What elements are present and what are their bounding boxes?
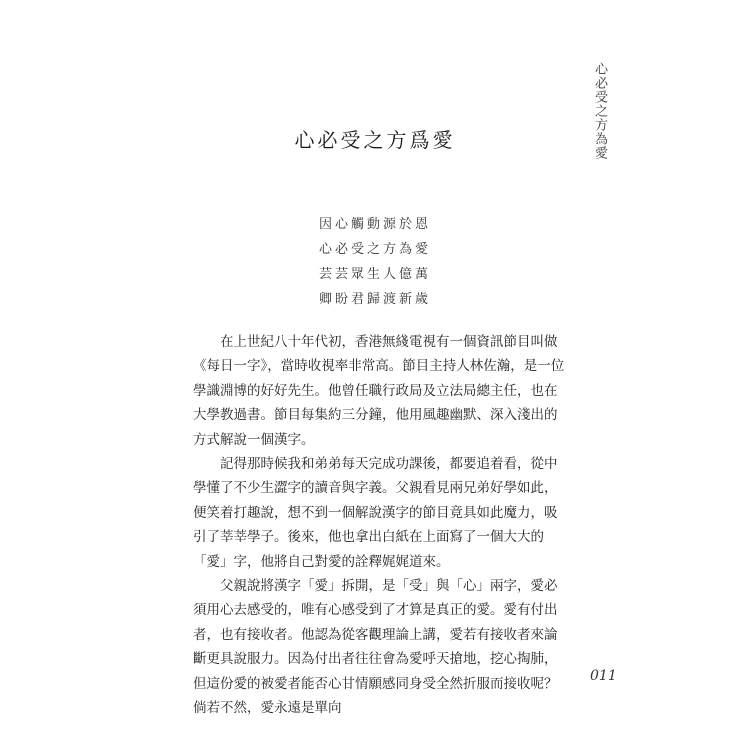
poem-line: 因心觸動源於恩	[318, 217, 431, 232]
poem	[0, 212, 750, 312]
poem-line: 卿盼君歸渡新歲	[318, 292, 431, 307]
chapter-title: 心必受之方爲愛	[294, 128, 456, 152]
body-text	[193, 330, 565, 721]
running-head: 心必受之方為愛	[592, 62, 607, 160]
poem-line: 芸芸眾生人億萬	[318, 267, 431, 282]
paragraph: 記得那時候我和弟弟每天完成功課後，都要追着看，從中學懂了不少生澀字的讀音與字義。父親看見兩兄弟好學如此，便笑着打趣說，想不到一個解說漢字的節目竟具如此魔力，吸引了莘莘學子。後來，他也拿出白紙在上面寫了一個大大的「愛」字，他將自己對愛的詮釋娓娓道來。	[193, 456, 558, 570]
page-number: 011	[590, 668, 617, 684]
paragraph: 父親說將漢字「愛」拆開，是「受」與「心」兩字，愛必須用心去感受的，唯有心感受到了才算是真正的愛。愛有付出者，也有接收者。他認為從客觀理論上講，愛若有接收者來論斷更具說服力。因為付出者往往會為愛呼天搶地，挖心掏肺，但這份愛的被愛者能否心甘情願感同身受全然折服而接收呢？倘若不然，愛永遠是單向	[193, 578, 558, 717]
poem-line: 心必受之方為愛	[318, 242, 431, 257]
paragraph: 在上世紀八十年代初，香港無綫電視有一個資訊節目叫做《每日一字》，當時收視率非常高。節目主持人林佐瀚，是一位學識淵博的好好先生。他曾任職行政局及立法局總主任，也在大學教過書。節目每集約三分鐘，他用風趣幽默、深入淺出的方式解說一個漢字。	[193, 334, 565, 448]
